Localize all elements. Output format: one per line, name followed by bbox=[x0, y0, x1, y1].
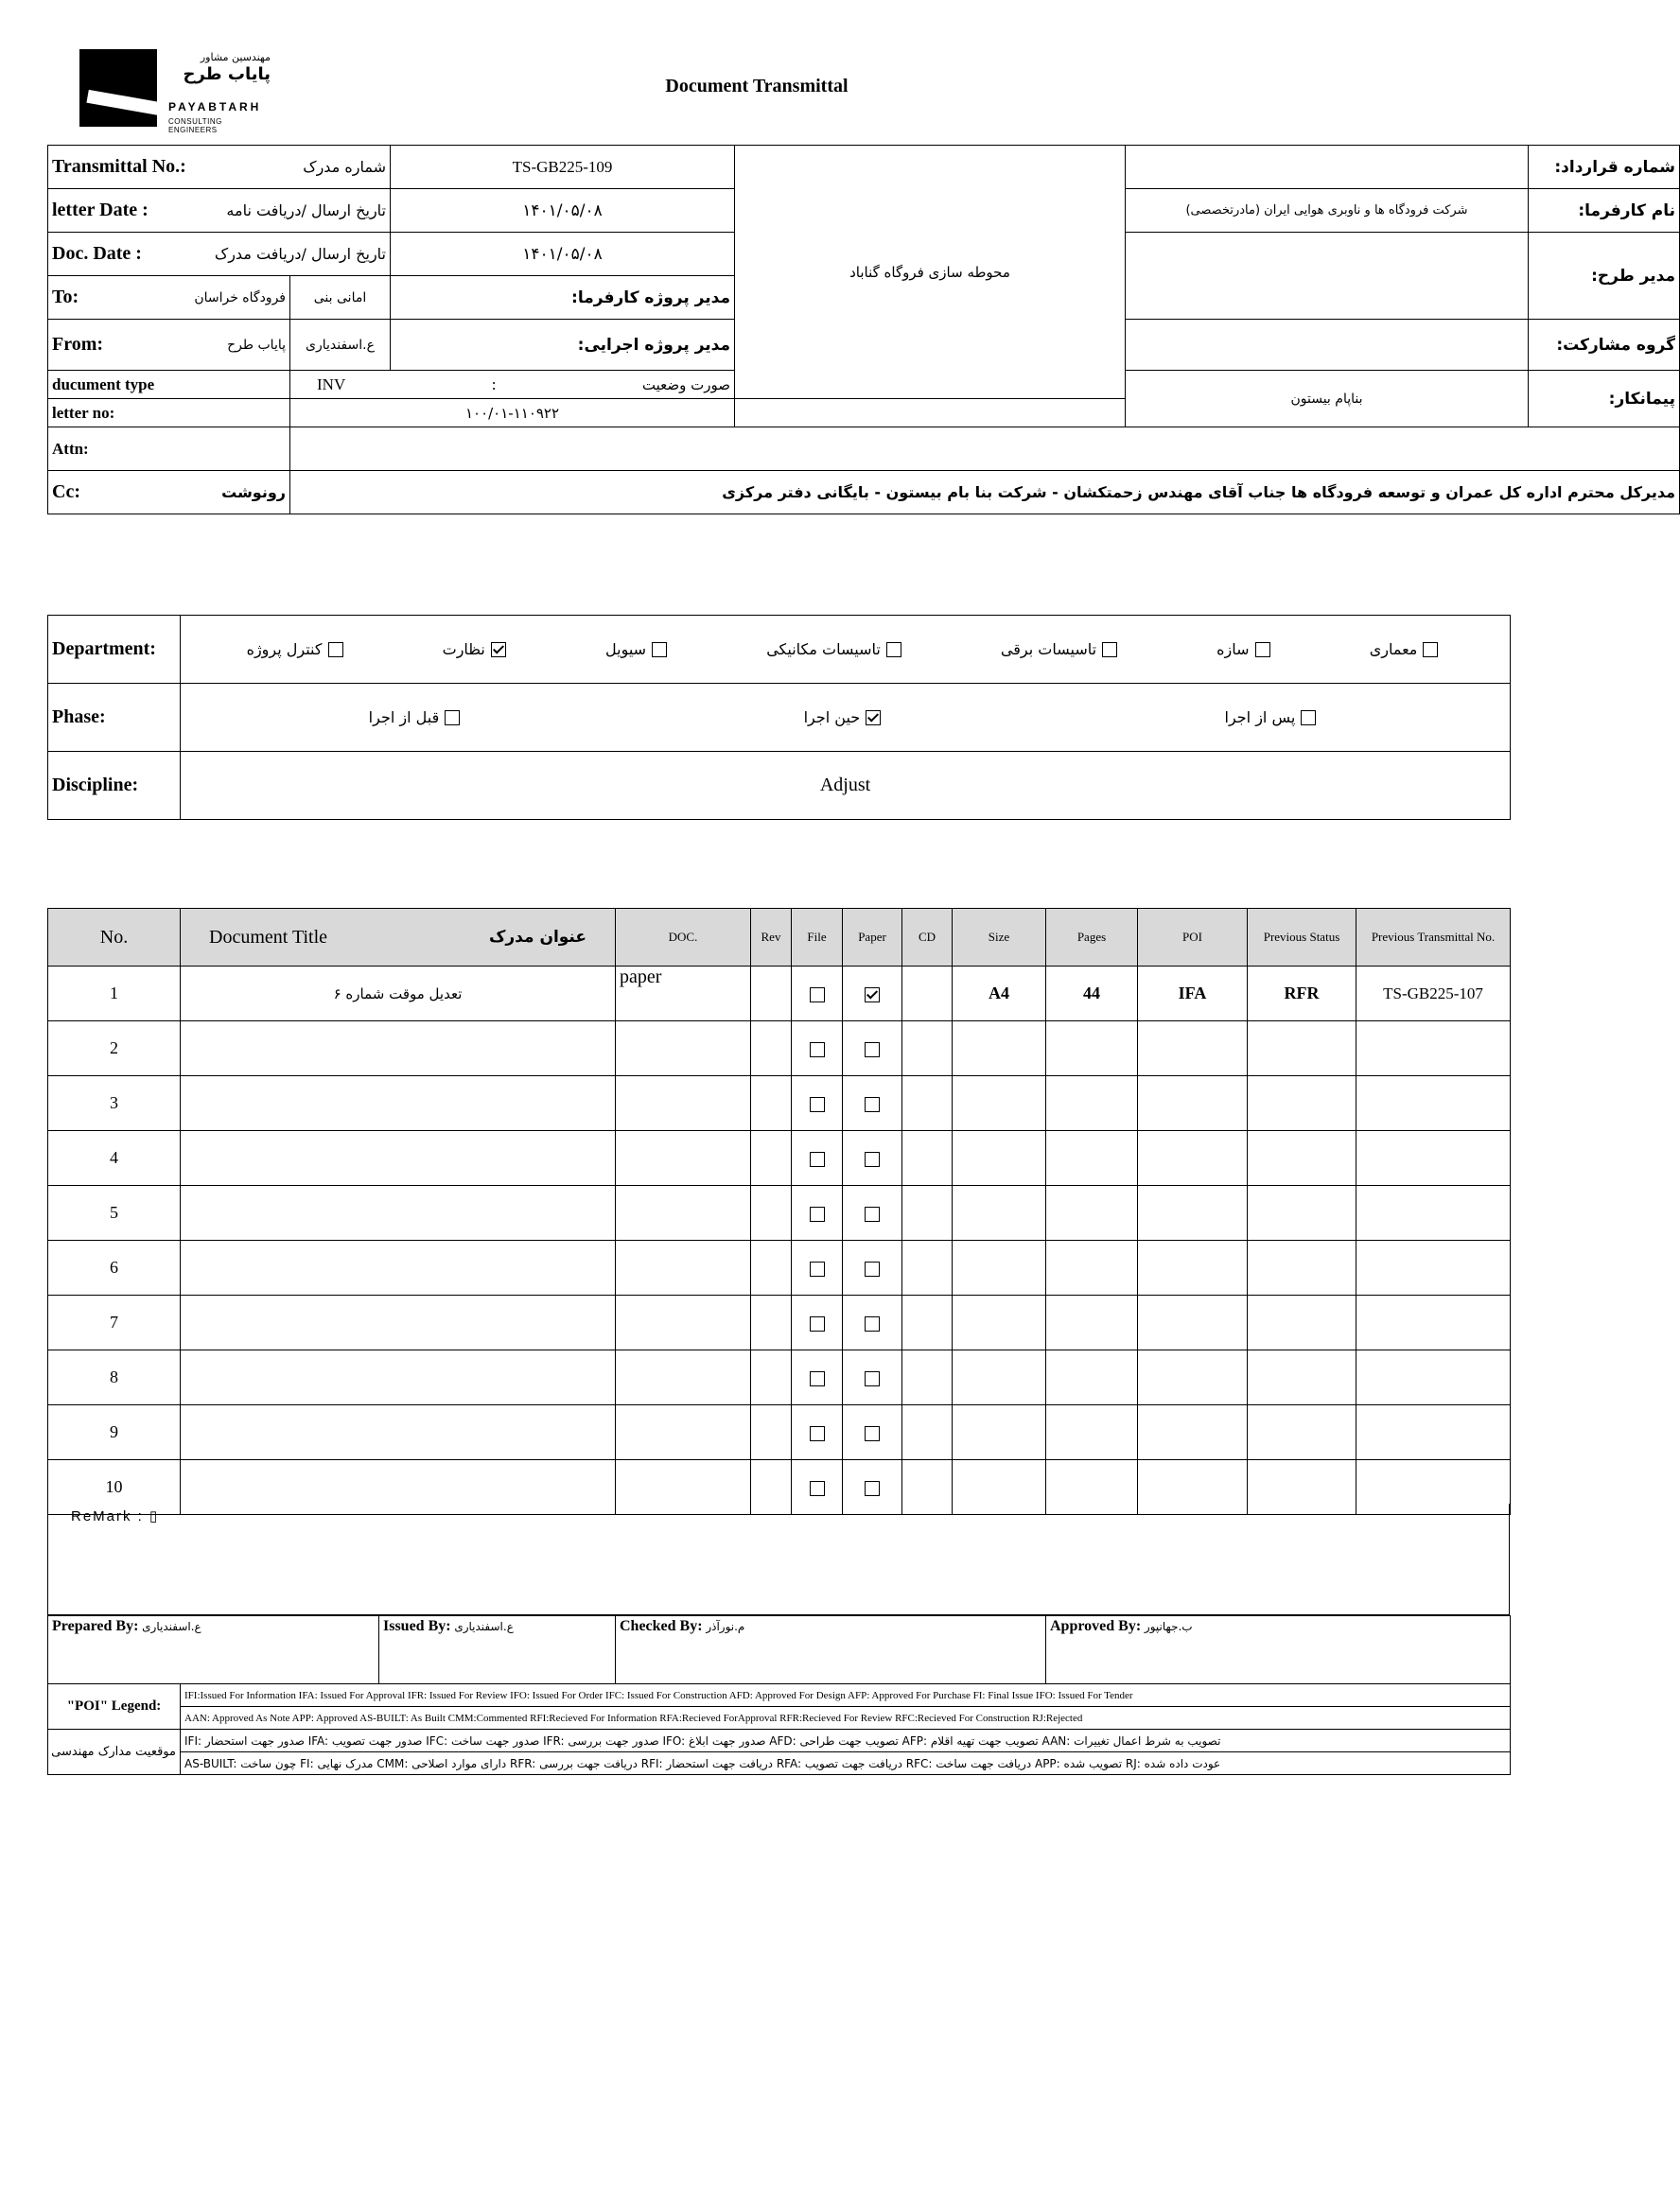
department-option-label: سیویل bbox=[605, 640, 647, 658]
cell-prev-status bbox=[1248, 1350, 1356, 1405]
cell-doc bbox=[616, 1131, 751, 1186]
department-option-label: سازه bbox=[1216, 640, 1250, 658]
phase-label: Phase: bbox=[48, 684, 181, 752]
legend-table bbox=[47, 1683, 1511, 1775]
department-checkbox[interactable] bbox=[491, 642, 506, 657]
department-checkbox[interactable] bbox=[886, 642, 901, 657]
cell-doc bbox=[616, 1021, 751, 1076]
phase-checkbox[interactable] bbox=[445, 710, 460, 725]
to-person: امانی بنی bbox=[290, 276, 391, 320]
cell-no: 6 bbox=[48, 1241, 181, 1296]
department-option[interactable] bbox=[247, 640, 349, 658]
col-size: Size bbox=[953, 909, 1046, 967]
cell-poi bbox=[1138, 1186, 1248, 1241]
signatures-table bbox=[47, 1615, 1511, 1684]
table-row bbox=[48, 1350, 1511, 1405]
cell-poi bbox=[1138, 1131, 1248, 1186]
cell-doc: paper bbox=[616, 967, 751, 1021]
cell-paper bbox=[843, 1405, 902, 1460]
cell-rev bbox=[751, 1131, 792, 1186]
cell-size bbox=[953, 1241, 1046, 1296]
file-checkbox[interactable] bbox=[810, 1371, 825, 1386]
letter-no-label: letter no: bbox=[48, 399, 290, 427]
file-checkbox[interactable] bbox=[810, 1152, 825, 1167]
employer-pm-label: مدیر پروژه کارفرما: bbox=[391, 276, 735, 320]
col-pages: Pages bbox=[1046, 909, 1138, 967]
department-option[interactable] bbox=[766, 640, 907, 658]
file-checkbox[interactable] bbox=[810, 1262, 825, 1277]
cell-file bbox=[792, 1131, 843, 1186]
cell-prev-status bbox=[1248, 1131, 1356, 1186]
poi-legend-line-2: AAN: Approved As Note APP: Approved AS-BUILT: As Built CMM:Commented RFI:Recieved For Information RFA:Recieved ForApproval RFR:Recieved For Review RFC:Recieved For Construction RJ:Rejected bbox=[181, 1707, 1511, 1730]
department-option[interactable] bbox=[1216, 640, 1275, 658]
phase-option[interactable] bbox=[1225, 708, 1322, 726]
discipline-label: Discipline: bbox=[48, 752, 181, 820]
cell-pages bbox=[1046, 1076, 1138, 1131]
status-legend-line-2: AS-BUILT: چون ساخت FI: مدرک نهایی CMM: دارای موارد اصلاحی RFR: دریافت جهت بررسی RFI: دریافت جهت استحضار RFA: دریافت جهت تصویب RFC: دریافت جهت ساخت APP: تصویب شده RJ: عودت داده شده bbox=[181, 1752, 1511, 1775]
from-person: ع.اسفندیاری bbox=[290, 320, 391, 371]
cell-prev-status bbox=[1248, 1296, 1356, 1350]
cell-prev-transmittal bbox=[1356, 1405, 1511, 1460]
cell-poi bbox=[1138, 1021, 1248, 1076]
cell-prev-transmittal bbox=[1356, 1296, 1511, 1350]
cell-rev bbox=[751, 1021, 792, 1076]
cell-file bbox=[792, 1350, 843, 1405]
cell-title bbox=[181, 1350, 616, 1405]
doc-date-value: ۱۴۰۱/۰۵/۰۸ bbox=[391, 233, 735, 276]
department-option[interactable] bbox=[1370, 640, 1444, 658]
cell-prev-transmittal bbox=[1356, 1186, 1511, 1241]
phase-options bbox=[181, 684, 1511, 752]
cell-paper bbox=[843, 1021, 902, 1076]
cell-prev-status bbox=[1248, 1186, 1356, 1241]
cc-label: Cc: رونوشت bbox=[48, 471, 290, 514]
col-doc: DOC. bbox=[616, 909, 751, 967]
logo-en-subtitle: CONSULTING ENGINEERS bbox=[168, 117, 222, 134]
file-checkbox[interactable] bbox=[810, 1316, 825, 1332]
cell-title bbox=[181, 1076, 616, 1131]
checked-by: Checked By: م.نورآذر bbox=[616, 1616, 1046, 1684]
table-row bbox=[48, 1405, 1511, 1460]
table-row bbox=[48, 1241, 1511, 1296]
designer-label: مدیر طرح: bbox=[1529, 233, 1680, 320]
col-poi: POI bbox=[1138, 909, 1248, 967]
file-checkbox[interactable] bbox=[810, 1426, 825, 1441]
department-option[interactable] bbox=[605, 640, 673, 658]
cell-pages bbox=[1046, 1296, 1138, 1350]
paper-checkbox[interactable] bbox=[865, 1481, 880, 1496]
cell-file bbox=[792, 1186, 843, 1241]
from-label: From: پایاب طرح bbox=[48, 320, 290, 371]
phase-option[interactable] bbox=[804, 708, 887, 726]
department-checkbox[interactable] bbox=[1423, 642, 1438, 657]
cell-cd bbox=[902, 1350, 953, 1405]
col-prev-transmittal: Previous Transmittal No. bbox=[1356, 909, 1511, 967]
cell-title bbox=[181, 1021, 616, 1076]
cell-no: 4 bbox=[48, 1131, 181, 1186]
paper-checkbox[interactable] bbox=[865, 1207, 880, 1222]
transmittal-no-value: TS-GB225-109 bbox=[391, 146, 735, 189]
cell-paper bbox=[843, 1186, 902, 1241]
paper-checkbox[interactable] bbox=[865, 1152, 880, 1167]
col-title: Document Title عنوان مدرک bbox=[181, 909, 616, 967]
designer-value bbox=[1126, 233, 1529, 320]
cell-pages bbox=[1046, 1021, 1138, 1076]
table-row bbox=[48, 1021, 1511, 1076]
prepared-by: Prepared By: ع.اسفندیاری bbox=[48, 1616, 379, 1684]
department-option[interactable] bbox=[443, 640, 512, 658]
cell-no: 8 bbox=[48, 1350, 181, 1405]
cell-file bbox=[792, 1021, 843, 1076]
cell-size bbox=[953, 1186, 1046, 1241]
cell-poi bbox=[1138, 1076, 1248, 1131]
letter-date-label: letter Date : تاریخ ارسال /دریافت نامه bbox=[48, 189, 391, 233]
logo-en-title: PAYABTARH bbox=[168, 100, 262, 113]
table-row bbox=[48, 1076, 1511, 1131]
table-row bbox=[48, 1296, 1511, 1350]
logo-mark-icon bbox=[79, 49, 157, 127]
file-checkbox[interactable] bbox=[810, 1207, 825, 1222]
cell-doc bbox=[616, 1405, 751, 1460]
table-row bbox=[48, 1186, 1511, 1241]
executive-pm-label: مدیر پروژه اجرایی: bbox=[391, 320, 735, 371]
cell-cd bbox=[902, 967, 953, 1021]
cell-prev-transmittal bbox=[1356, 1076, 1511, 1131]
approved-by: Approved By: ب.جهانپور bbox=[1046, 1616, 1511, 1684]
cell-file bbox=[792, 1296, 843, 1350]
cell-no: 7 bbox=[48, 1296, 181, 1350]
cell-paper bbox=[843, 1296, 902, 1350]
cell-cd bbox=[902, 1296, 953, 1350]
cell-rev bbox=[751, 967, 792, 1021]
col-file: File bbox=[792, 909, 843, 967]
file-checkbox[interactable] bbox=[810, 1042, 825, 1057]
cell-doc bbox=[616, 1241, 751, 1296]
cell-prev-transmittal bbox=[1356, 1131, 1511, 1186]
to-label: To: فرودگاه خراسان bbox=[48, 276, 290, 320]
cell-prev-status bbox=[1248, 1405, 1356, 1460]
department-option-label: تاسیسات مکانیکی bbox=[766, 640, 881, 658]
cell-poi: IFA bbox=[1138, 967, 1248, 1021]
cell-rev bbox=[751, 1350, 792, 1405]
department-checkbox[interactable] bbox=[1255, 642, 1270, 657]
logo-fa-subtitle: مهندسین مشاور bbox=[200, 51, 271, 63]
cell-doc bbox=[616, 1296, 751, 1350]
project-name: محوطه سازی فروگاه گناباد bbox=[735, 146, 1126, 399]
paper-checkbox[interactable] bbox=[865, 987, 880, 1002]
cell-cd bbox=[902, 1131, 953, 1186]
phase-option-label: قبل از اجرا bbox=[368, 708, 440, 726]
logo-fa-title: پایاب طرح bbox=[183, 64, 271, 84]
cell-paper bbox=[843, 1350, 902, 1405]
paper-checkbox[interactable] bbox=[865, 1426, 880, 1441]
department-option-label: کنترل پروژه bbox=[246, 640, 323, 658]
status-legend-label: موقعیت مدارک مهندسی bbox=[48, 1730, 181, 1775]
department-option[interactable] bbox=[1001, 640, 1123, 658]
blank-cell bbox=[735, 399, 1126, 427]
cell-prev-transmittal bbox=[1356, 1021, 1511, 1076]
col-no: No. bbox=[48, 909, 181, 967]
cell-no: 2 bbox=[48, 1021, 181, 1076]
partnership-value bbox=[1126, 320, 1529, 371]
status-legend-line-1: IFI: صدور جهت استحضار IFA: صدور جهت تصویب IFC: صدور جهت ساخت IFR: صدور جهت بررسی IFO: صدور جهت ابلاغ AFD: تصویب جهت طراحی AFP: تصویب جهت تهیه اقلام AAN: تصویب به شرط اعمال تغییرات bbox=[181, 1730, 1511, 1752]
cell-prev-transmittal bbox=[1356, 1241, 1511, 1296]
cell-prev-transmittal bbox=[1356, 1350, 1511, 1405]
cell-title bbox=[181, 1405, 616, 1460]
cell-prev-transmittal: TS-GB225-107 bbox=[1356, 967, 1511, 1021]
cell-file bbox=[792, 1076, 843, 1131]
cc-value: مدیرکل محترم اداره کل عمران و توسعه فرودگاه ها جناب آقای مهندس زحمتکشان - شرکت بنا بام بیستون - بایگانی دفتر مرکزی bbox=[290, 471, 1680, 514]
department-checkbox[interactable] bbox=[652, 642, 667, 657]
cell-cd bbox=[902, 1076, 953, 1131]
remark-box bbox=[47, 1504, 1510, 1615]
cell-no: 9 bbox=[48, 1405, 181, 1460]
cell-file bbox=[792, 967, 843, 1021]
cell-title bbox=[181, 1241, 616, 1296]
cell-title: تعدیل موقت شماره ۶ bbox=[181, 967, 616, 1021]
phase-checkbox[interactable] bbox=[866, 710, 881, 725]
contractor-label: پیمانکار: bbox=[1529, 371, 1680, 427]
department-checkbox[interactable] bbox=[1102, 642, 1117, 657]
department-checkbox[interactable] bbox=[328, 642, 343, 657]
paper-checkbox[interactable] bbox=[865, 1042, 880, 1057]
cell-doc bbox=[616, 1076, 751, 1131]
cell-paper bbox=[843, 967, 902, 1021]
transmittal-header-table bbox=[47, 145, 1680, 514]
col-rev: Rev bbox=[751, 909, 792, 967]
phase-option-label: حین اجرا bbox=[803, 708, 861, 726]
cell-pages bbox=[1046, 1241, 1138, 1296]
documents-table bbox=[47, 908, 1511, 1515]
page-title: Document Transmittal bbox=[665, 76, 849, 96]
cell-size: A4 bbox=[953, 967, 1046, 1021]
employer-label: نام کارفرما: bbox=[1529, 189, 1680, 233]
cell-no: 5 bbox=[48, 1186, 181, 1241]
cell-paper bbox=[843, 1131, 902, 1186]
cell-size bbox=[953, 1021, 1046, 1076]
department-option-label: تاسیسات برقی bbox=[1000, 640, 1097, 658]
company-logo bbox=[79, 49, 273, 134]
cell-prev-status bbox=[1248, 1241, 1356, 1296]
cell-file bbox=[792, 1405, 843, 1460]
department-label: Department: bbox=[48, 616, 181, 684]
cell-doc bbox=[616, 1350, 751, 1405]
attn-label: Attn: bbox=[48, 427, 290, 471]
poi-legend-label: "POI" Legend: bbox=[48, 1684, 181, 1730]
employer-value: شرکت فرودگاه ها و ناوبری هوایی ایران (مادرتخصصی) bbox=[1126, 189, 1529, 233]
cell-file bbox=[792, 1241, 843, 1296]
classification-table bbox=[47, 615, 1511, 820]
department-options bbox=[181, 616, 1511, 684]
discipline-value: Adjust bbox=[181, 752, 1511, 820]
cell-no: 1 bbox=[48, 967, 181, 1021]
cell-cd bbox=[902, 1241, 953, 1296]
paper-checkbox[interactable] bbox=[865, 1316, 880, 1332]
cell-no: 3 bbox=[48, 1076, 181, 1131]
cell-prev-status: RFR bbox=[1248, 967, 1356, 1021]
cell-rev bbox=[751, 1186, 792, 1241]
cell-size bbox=[953, 1296, 1046, 1350]
letter-no-value: ۱۰۰/۰۱-۱۱۰۹۲۲ bbox=[290, 399, 735, 427]
file-checkbox[interactable] bbox=[810, 987, 825, 1002]
paper-checkbox[interactable] bbox=[865, 1097, 880, 1112]
cell-cd bbox=[902, 1021, 953, 1076]
phase-option-label: پس از اجرا bbox=[1224, 708, 1296, 726]
cell-pages bbox=[1046, 1405, 1138, 1460]
cell-pages bbox=[1046, 1350, 1138, 1405]
cell-pages: 44 bbox=[1046, 967, 1138, 1021]
cell-poi bbox=[1138, 1405, 1248, 1460]
cell-size bbox=[953, 1350, 1046, 1405]
cell-size bbox=[953, 1076, 1046, 1131]
cell-pages bbox=[1046, 1186, 1138, 1241]
poi-legend-line-1: IFI:Issued For Information IFA: Issued For Approval IFR: Issued For Review IFO: Issued For Order IFC: Issued For Construction AFD: Approved For Design AFP: Approved For Purchase FI: Final Issue IFO: Issued For Tender bbox=[181, 1684, 1511, 1707]
department-option-label: نظارت bbox=[442, 640, 485, 658]
paper-checkbox[interactable] bbox=[865, 1262, 880, 1277]
cell-paper bbox=[843, 1076, 902, 1131]
letter-date-value: ۱۴۰۱/۰۵/۰۸ bbox=[391, 189, 735, 233]
partnership-label: گروه مشارکت: bbox=[1529, 320, 1680, 371]
contractor-value: بناپام بیستون bbox=[1126, 371, 1529, 427]
col-prev-status: Previous Status bbox=[1248, 909, 1356, 967]
file-checkbox[interactable] bbox=[810, 1481, 825, 1496]
cell-title bbox=[181, 1186, 616, 1241]
doc-date-label: Doc. Date : تاریخ ارسال /دریافت مدرک bbox=[48, 233, 391, 276]
cell-rev bbox=[751, 1076, 792, 1131]
document-type-label: ducument type bbox=[48, 371, 290, 399]
col-paper: Paper bbox=[843, 909, 902, 967]
cell-pages bbox=[1046, 1131, 1138, 1186]
cell-paper bbox=[843, 1241, 902, 1296]
document-type-value: INV : صورت وضعیت bbox=[290, 371, 735, 399]
cell-doc bbox=[616, 1186, 751, 1241]
cell-rev bbox=[751, 1241, 792, 1296]
cell-prev-status bbox=[1248, 1021, 1356, 1076]
cell-rev bbox=[751, 1296, 792, 1350]
col-cd: CD bbox=[902, 909, 953, 967]
cell-rev bbox=[751, 1405, 792, 1460]
cell-size bbox=[953, 1131, 1046, 1186]
transmittal-no-label: Transmittal No.: شماره مدرک bbox=[48, 146, 391, 189]
contract-no-value bbox=[1126, 146, 1529, 189]
cell-poi bbox=[1138, 1350, 1248, 1405]
phase-checkbox[interactable] bbox=[1301, 710, 1316, 725]
cell-title bbox=[181, 1296, 616, 1350]
cell-title bbox=[181, 1131, 616, 1186]
remark-label: ReMark : ▯ bbox=[71, 1508, 160, 1524]
cell-prev-status bbox=[1248, 1076, 1356, 1131]
cell-cd bbox=[902, 1186, 953, 1241]
file-checkbox[interactable] bbox=[810, 1097, 825, 1112]
cell-cd bbox=[902, 1405, 953, 1460]
phase-option[interactable] bbox=[369, 708, 466, 726]
contract-no-label: شماره قرارداد: bbox=[1529, 146, 1680, 189]
cell-size bbox=[953, 1405, 1046, 1460]
cell-poi bbox=[1138, 1241, 1248, 1296]
cell-no: 10 bbox=[48, 1460, 181, 1515]
table-row bbox=[48, 1131, 1511, 1186]
cell-poi bbox=[1138, 1296, 1248, 1350]
department-option-label: معماری bbox=[1369, 640, 1418, 658]
issued-by: Issued By: ع.اسفندیاری bbox=[379, 1616, 616, 1684]
paper-checkbox[interactable] bbox=[865, 1371, 880, 1386]
table-row bbox=[48, 967, 1511, 1021]
attn-value bbox=[290, 427, 1680, 471]
